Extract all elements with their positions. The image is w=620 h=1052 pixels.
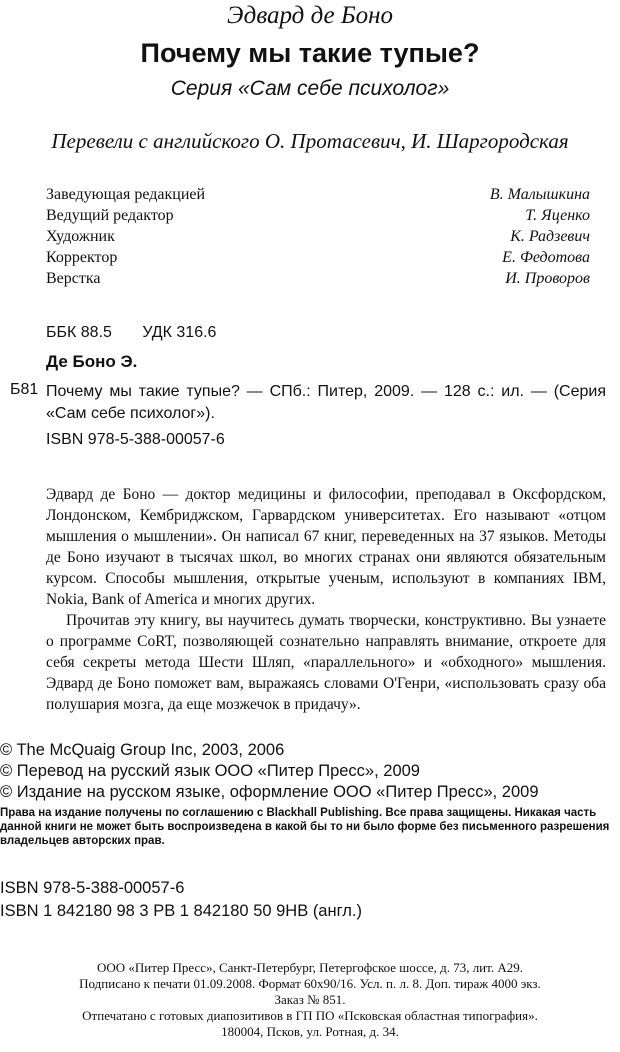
isbn-block [0, 877, 362, 923]
copyright-line: © The McQuaig Group Inc, 2003, 2006 [0, 741, 285, 759]
staff-row [46, 247, 590, 268]
udk-code: УДК 316.6 [142, 324, 217, 341]
copyright-block [0, 740, 539, 803]
isbn-line: ISBN 1 842180 98 3 PB 1 842180 50 9HB (англ.) [0, 902, 362, 920]
staff-name: Е. Федотова [502, 249, 590, 266]
imprint-line: 180004, Псков, ул. Ротная, д. 34. [221, 1024, 399, 1039]
staff-role: Заведующая редакцией [46, 186, 206, 203]
book-series: Серия «Сам себе психолог» [170, 77, 450, 100]
staff-row [46, 268, 590, 289]
book-title: Почему мы такие тупые? [140, 38, 480, 68]
classification-codes [46, 324, 242, 342]
bbk-code: ББК 88.5 [46, 324, 112, 341]
staff-name: Т. Яценко [525, 207, 590, 224]
imprint-line: ООО «Питер Пресс», Санкт-Петербург, Петергофское шоссе, д. 73, лит. А29. [97, 960, 523, 975]
catalog-description: Почему мы такие тупые? — СПб.: Питер, 2009. — 128 с.: ил. — (Серия «Сам себе психолог»). [46, 383, 606, 422]
staff-name: И. Проворов [505, 270, 590, 287]
annotation-paragraph: Прочитав эту книгу, вы научитесь думать творчески, конструктивно. Вы узнаете о программе CoRT, позволяющей сознательно направлять внимание, откроете для себя секреты метода Шести Шляп, «параллельного» и «обходного» мышления. Эдвард де Боно поможет вам, выражаясь словами О'Генри, «использовать сразу оба полушария мозга, да еще мозжечок в придачу». [46, 612, 606, 713]
annotation [46, 484, 606, 715]
imprint-line: Отпечатано с готовых диапозитивов в ГП ПО «Псковская областная типография». [82, 1008, 538, 1023]
staff-list [46, 184, 590, 289]
staff-role: Ведущий редактор [46, 207, 174, 224]
copyright-line: © Издание на русском языке, оформление ООО «Питер Пресс», 2009 [0, 783, 539, 801]
catalog-author: Де Боно Э. [46, 352, 138, 371]
staff-name: В. Малышкина [489, 186, 590, 203]
staff-name: К. Радзевич [510, 228, 590, 245]
catalog-code: Б81 [10, 381, 39, 398]
isbn-line: ISBN 978-5-388-00057-6 [0, 879, 185, 897]
annotation-paragraph: Эдвард де Боно — доктор медицины и философии, преподавал в Оксфордском, Лондонском, Кембриджском, Гарвардском университетах. Его называют «отцом мышления о мышлении». Он написал 67 книг, переведенных на 37 языков. Методы де Боно изучают в тысячах школ, во многих странах они являются обязательным курсом. Способы мышления, открытые ученым, используют в компаниях IBM, Nokia, Bank of America и многих других. [46, 486, 606, 608]
staff-row [46, 226, 590, 247]
catalog-isbn: ISBN 978-5-388-00057-6 [46, 431, 225, 448]
translators-line: Перевели с английского О. Протасевич, И. Шаргородская [51, 129, 569, 153]
imprint-block [0, 960, 620, 1040]
staff-role: Верстка [46, 270, 101, 287]
imprint-line: Подписано к печати 01.09.2008. Формат 60х90/16. Усл. п. л. 8. Доп. тираж 4000 экз. [79, 976, 541, 991]
rights-notice: Права на издание получены по соглашению с Blackhall Publishing. Все права защищены. Никакая часть данной книги не может быть воспроизведена в какой бы то ни было форме без письменного разрешения владельцев авторских прав. [0, 807, 610, 847]
staff-row [46, 184, 590, 205]
staff-role: Корректор [46, 249, 118, 266]
staff-role: Художник [46, 228, 115, 245]
staff-row [46, 205, 590, 226]
book-author: Эдвард де Боно [226, 2, 394, 29]
copyright-line: © Перевод на русский язык ООО «Питер Пресс», 2009 [0, 762, 420, 780]
imprint-line: Заказ № 851. [274, 992, 346, 1007]
